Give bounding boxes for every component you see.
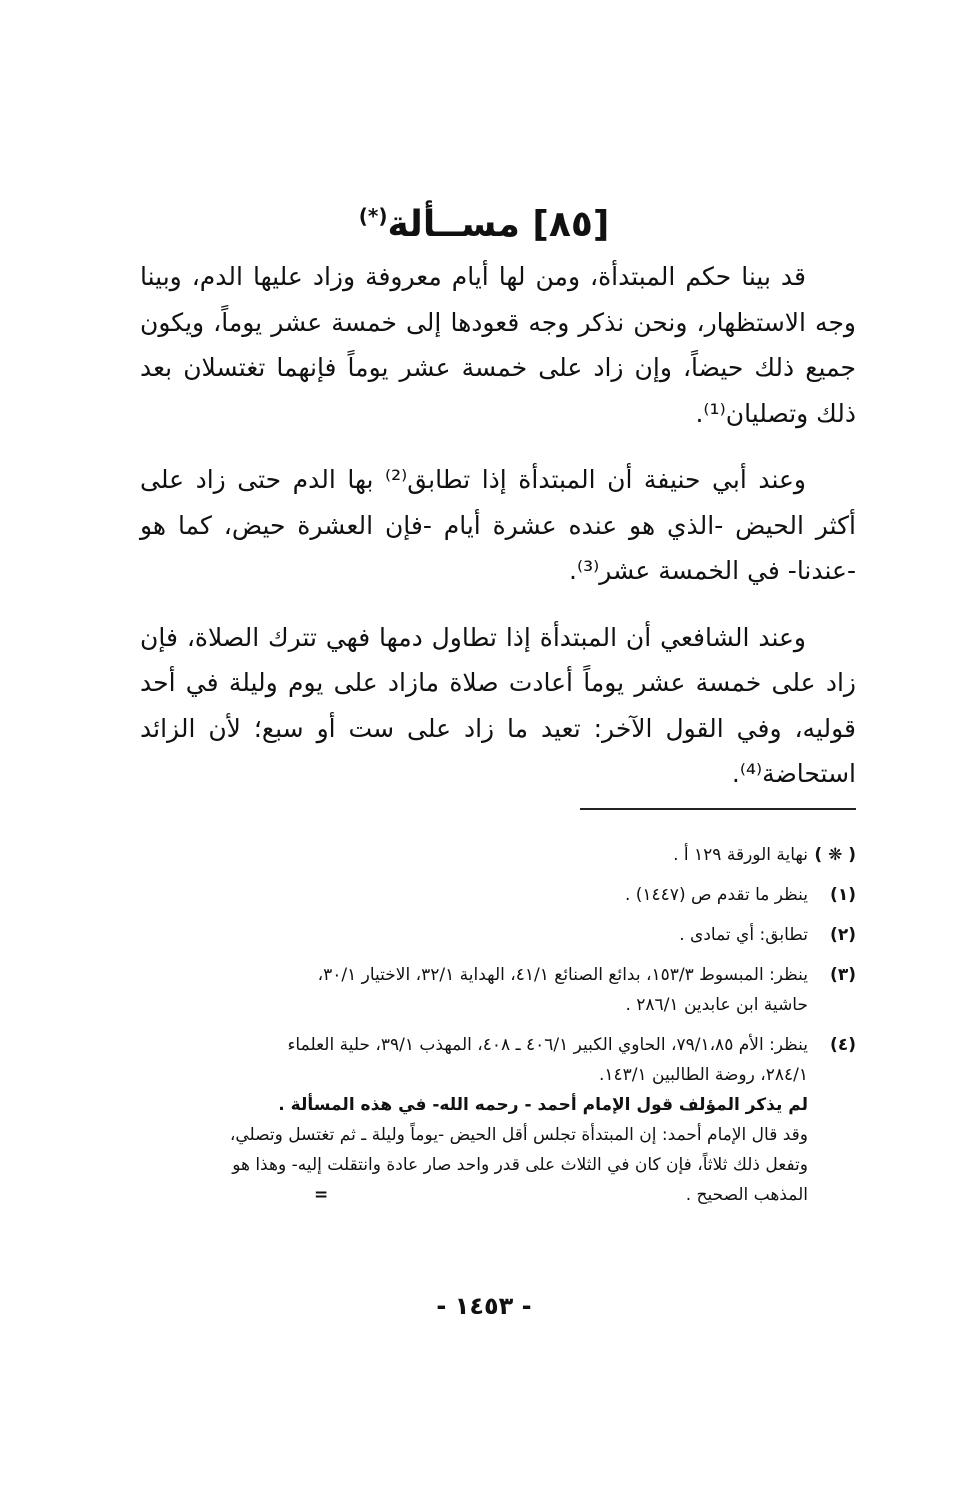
footnote-text bbox=[134, 960, 808, 1020]
issue-number: [٨٥] bbox=[532, 204, 610, 245]
footnote-4 bbox=[134, 1030, 856, 1210]
footnote-last-line bbox=[134, 1180, 808, 1210]
footnote-3 bbox=[134, 960, 856, 1020]
paragraph-3: وعند الشافعي أن المبتدأة إذا تطاول دمها فهي تترك الصلاة، فإن زاد على خمسة عشر يوماً أعادت صلاة مازاد على يوم وليلة في أحد قوليه، وفي القول الآخر: تعيد ما زاد على ست أو سبع؛ لأن الزائد استحاضة⁽⁴⁾. bbox=[140, 622, 856, 788]
footnote-line: ينظر: الأم ٧٩/١،٨٥، الحاوي الكبير ٤٠٦/١ ـ ٤٠٨، المهذب ٣٩/١، حلية العلماء bbox=[287, 1035, 808, 1055]
footnotes bbox=[134, 840, 856, 1220]
footnote-2 bbox=[134, 920, 856, 950]
footnote-line: المذهب الصحيح . bbox=[685, 1185, 808, 1205]
issue-title: مســألة bbox=[387, 204, 520, 245]
footnote-divider bbox=[580, 808, 856, 810]
issue-star-marker: (*) bbox=[358, 204, 388, 228]
continuation-mark: = bbox=[314, 1185, 329, 1205]
footnote-text: نهاية الورقة ١٢٩ أ . bbox=[673, 845, 808, 865]
footnote-line: ينظر: المبسوط ١٥٣/٣، بدائع الصنائع ٤١/١، الهداية ٣٢/١، الاختيار ٣٠/١، bbox=[317, 965, 808, 985]
footnote-star bbox=[134, 840, 856, 870]
footnote-1 bbox=[134, 880, 856, 910]
footnote-line: حاشية ابن عابدين ٢٨٦/١ . bbox=[625, 995, 808, 1015]
footnote-marker: (١) bbox=[830, 885, 856, 905]
footnote-marker: (٢) bbox=[830, 925, 856, 945]
paragraph-1: قد بينا حكم المبتدأة، ومن لها أيام معروفة وزاد عليها الدم، وبينا وجه الاستظهار، ونحن نذكر وجه قعودها إلى خمسة عشر يوماً، ويكون جميع ذلك حيضاً، وإن زاد على خمسة عشر يوماً فإنهما تغتسلان بعد ذلك وتصليان⁽¹⁾. bbox=[140, 262, 856, 428]
footnote-line: وتفعل ذلك ثلاثاً، فإن كان في الثلاث على قدر واحد صار عادة وانتقلت إليه- وهذا هو bbox=[232, 1155, 808, 1175]
footnote-marker: ( ❋ ) bbox=[814, 845, 856, 865]
page-number: - ١٤٥٣ - bbox=[436, 1292, 532, 1320]
issue-heading bbox=[0, 188, 968, 253]
paragraph-2: وعند أبي حنيفة أن المبتدأة إذا تطابق⁽²⁾ بها الدم حتى زاد على أكثر الحيض -الذي هو عنده عشرة أيام -فإن العشرة حيض، كما هو -عندنا- في الخمسة عشر⁽³⁾. bbox=[140, 465, 856, 585]
footnote-line: وقد قال الإمام أحمد: إن المبتدأة تجلس أقل الحيض -يوماً وليلة ـ ثم تغتسل وتصلي، bbox=[229, 1125, 808, 1145]
footnote-text bbox=[134, 1030, 808, 1210]
main-text bbox=[140, 254, 856, 818]
footnote-line: لم يذكر المؤلف قول الإمام أحمد - رحمه الله- في هذه المسألة . bbox=[278, 1095, 808, 1115]
footnote-line: ٢٨٤/١، روضة الطالبين ١٤٣/١. bbox=[598, 1065, 808, 1085]
footnote-marker: (٤) bbox=[830, 1035, 856, 1055]
footnote-text: ينظر ما تقدم ص (١٤٤٧) . bbox=[624, 885, 808, 905]
footnote-text: تطابق: أي تمادى . bbox=[679, 925, 808, 945]
footnote-marker: (٣) bbox=[830, 965, 856, 985]
